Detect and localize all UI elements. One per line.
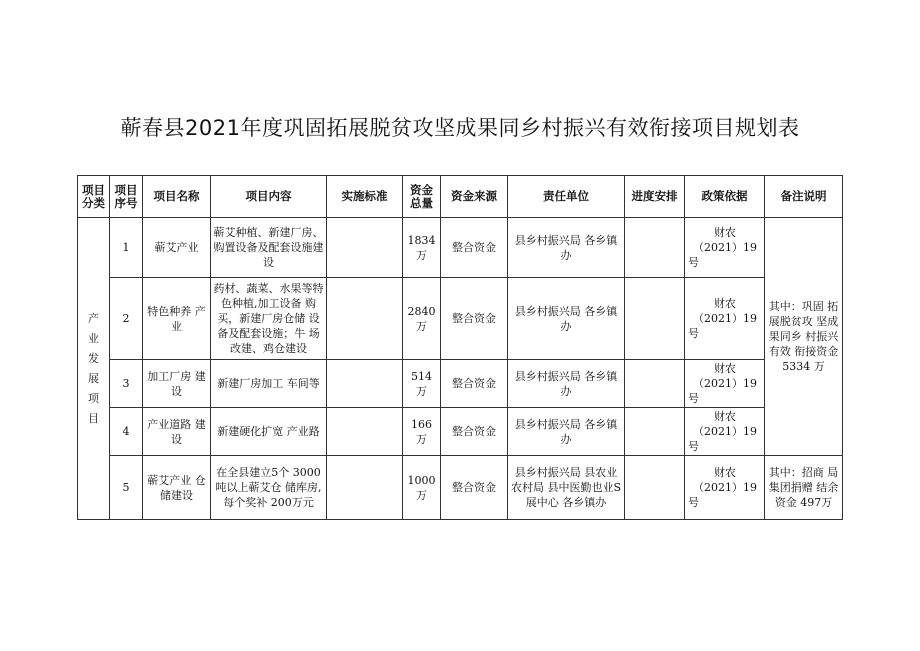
row-content: 药材、蔬菜、水果等特色种植,加工设备 购买，新建厂房仓储 设备及配套设施；牛 场改建、鸡仓建设	[211, 278, 327, 360]
policy-line: 财农	[714, 466, 736, 479]
row-amount: 2840 万	[403, 278, 441, 360]
header-standard: 实施标准	[327, 176, 403, 218]
row-standard	[327, 456, 403, 520]
policy-line: 财农	[714, 297, 736, 310]
notes-row5-cell: 其中：招商 局集团捐赠 结余资金 497万	[765, 456, 843, 520]
row-amount: 1834 万	[403, 218, 441, 278]
header-category: 项目 分类	[78, 176, 110, 218]
table-header-row	[78, 176, 843, 218]
row-amount: 1000 万	[403, 456, 441, 520]
row-number: 3	[110, 360, 143, 408]
header-notes: 备注说明	[765, 176, 843, 218]
row-standard	[327, 218, 403, 278]
row-unit: 县乡村振兴局 各乡镇办	[508, 218, 625, 278]
header-amount: 资金 总量	[403, 176, 441, 218]
row-unit: 县乡村振兴局 各乡镇办	[508, 278, 625, 360]
row-source: 整合资金	[441, 408, 508, 456]
row-source: 整合资金	[441, 456, 508, 520]
policy-line: 号	[688, 392, 699, 405]
row-amount: 166 万	[403, 408, 441, 456]
row-source: 整合资金	[441, 278, 508, 360]
row-content: 在全县建立5个 3000吨以上蕲艾仓 储库房,每个奖补 200万元	[211, 456, 327, 520]
table-row	[78, 218, 843, 278]
row-policy	[685, 278, 765, 360]
row-schedule	[625, 218, 685, 278]
row-schedule	[625, 456, 685, 520]
policy-line: 号	[688, 440, 699, 453]
row-number: 2	[110, 278, 143, 360]
header-source: 资金来源	[441, 176, 508, 218]
header-schedule: 进度安排	[625, 176, 685, 218]
row-schedule	[625, 360, 685, 408]
policy-line: 号	[688, 496, 699, 509]
row-number: 5	[110, 456, 143, 520]
policy-line: （2021）19	[693, 377, 757, 390]
row-policy	[685, 408, 765, 456]
row-unit: 县乡村振兴局 各乡镇办	[508, 360, 625, 408]
policy-line: 财农	[714, 410, 736, 423]
page-title: 蕲春县2021年度巩固拓展脱贫攻坚成果同乡村振兴有效衔接项目规划表	[120, 116, 800, 140]
policy-line: 号	[688, 256, 699, 269]
table-row	[78, 278, 843, 360]
row-content: 蕲艾种植、新建厂房、购置设备及配套设施建设	[211, 218, 327, 278]
row-unit: 县乡村振兴局 县农业农村局 县中医勤也业S展中心 各乡镇办	[508, 456, 625, 520]
policy-line: （2021）19	[693, 425, 757, 438]
header-policy: 政策依据	[685, 176, 765, 218]
project-plan-table	[77, 175, 843, 520]
row-content: 新建厂房加工 车间等	[211, 360, 327, 408]
row-name: 加工厂房 建设	[143, 360, 211, 408]
policy-line: （2021）19	[693, 481, 757, 494]
row-standard	[327, 360, 403, 408]
table-row	[78, 360, 843, 408]
policy-line: 财农	[714, 226, 736, 239]
header-name: 项目名称	[143, 176, 211, 218]
policy-line: （2021）19	[693, 241, 757, 254]
header-number: 项目 序号	[110, 176, 143, 218]
row-schedule	[625, 408, 685, 456]
row-name: 蕲艾产业	[143, 218, 211, 278]
row-source: 整合资金	[441, 360, 508, 408]
row-name: 特色种养 产业	[143, 278, 211, 360]
policy-line: 财农	[714, 362, 736, 375]
row-name: 产业道路 建设	[143, 408, 211, 456]
table-row	[78, 408, 843, 456]
category-cell: 产 业 发 展 项 目	[78, 218, 110, 520]
row-policy	[685, 360, 765, 408]
row-number: 1	[110, 218, 143, 278]
row-name: 蕲艾产业 仓储建设	[143, 456, 211, 520]
row-source: 整合资金	[441, 218, 508, 278]
header-content: 项目内容	[211, 176, 327, 218]
row-policy	[685, 456, 765, 520]
row-standard	[327, 278, 403, 360]
row-amount: 514 万	[403, 360, 441, 408]
row-schedule	[625, 278, 685, 360]
policy-line: 号	[688, 327, 699, 340]
row-unit: 县乡村振兴局 各乡镇办	[508, 408, 625, 456]
row-standard	[327, 408, 403, 456]
row-policy	[685, 218, 765, 278]
table-row	[78, 456, 843, 520]
policy-line: （2021）19	[693, 312, 757, 325]
notes-group-cell: 其中：巩固 拓展脱贫攻 坚成果同乡 村振兴有效 衔接资金 5334 万	[765, 218, 843, 456]
header-unit: 责任单位	[508, 176, 625, 218]
row-number: 4	[110, 408, 143, 456]
row-content: 新建硬化扩宽 产业路	[211, 408, 327, 456]
